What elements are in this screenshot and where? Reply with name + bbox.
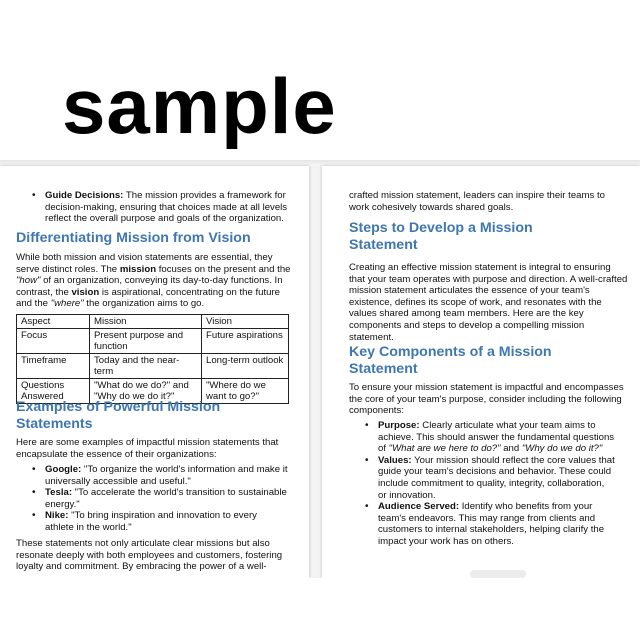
table-cell: Questions Answered <box>17 379 90 404</box>
company-quote: "To accelerate the world's transition to sustainable energy." <box>45 487 287 510</box>
section-heading-steps: Steps to Develop a Mission Statement <box>349 220 533 253</box>
table-header-cell: Aspect <box>17 315 90 329</box>
watermark-banner <box>0 0 640 162</box>
bullet-text: The mission provides a framework for decision-making, ensuring that choices made at all levels reflect the overall purpose and goals of the organization. <box>45 190 288 225</box>
examples-list <box>16 464 288 534</box>
company-name: Nike: <box>45 510 69 522</box>
section-heading-examples: Examples of Powerful Mission Statements <box>16 399 221 432</box>
list-item: • Values: Your mission should reflect the core values that guide your team's decisions and behavior. These could include commitment to quality, integrity, collaboration, or innovation. <box>349 455 615 501</box>
components-list <box>349 420 615 548</box>
component-term: Purpose: <box>378 420 420 431</box>
table-cell: Long-term outlook <box>202 354 289 379</box>
page-indicator[interactable] <box>470 570 526 578</box>
table-header-cell: Vision <box>202 315 289 329</box>
list-item <box>16 510 288 533</box>
steps-paragraph: Creating an effective mission statement is integral to ensuring that your team operates with purpose and direction. A well-crafted mission statement articulates the essence of your team's existence, defines its scope of work, and resonates with the values shared among team members. Here are the key components and steps to develop a compelling mission statement. <box>349 262 628 343</box>
key-components-intro: To ensure your mission statement is impactful and encompasses the core of your team's purpose, consider including the following components: <box>349 382 624 417</box>
table-cell: Timeframe <box>17 354 90 379</box>
section-paragraph: While both mission and vision statements are essential, they serve distinct roles. The mission focuses on the present and the "how" of an organization, conveying its day-to-day functions. In contrast, the vision is aspirational, concentrating on the future and the "where" the organization aims to go. <box>16 252 291 310</box>
list-item: • Audience Served: Identify who benefits from your team's endeavors. This may range from clients and customers to internal stakeholders, helping clarify the impact your work has on others. <box>349 501 615 547</box>
list-item <box>16 190 288 225</box>
company-name: Tesla: <box>45 487 73 499</box>
table-row <box>17 329 289 354</box>
list-item <box>16 464 288 487</box>
component-term: Audience Served: <box>378 501 460 513</box>
table-row <box>17 354 289 379</box>
table-header-row <box>17 315 289 329</box>
company-quote: "To bring inspiration and innovation to every athlete in the world." <box>45 510 257 533</box>
table-cell: Today and the near-term <box>90 354 202 379</box>
company-quote: "To organize the world's information and make it universally accessible and useful." <box>45 464 288 487</box>
examples-closing: These statements not only articulate clear missions but also resonate deeply with both employees and customers, fostering loyalty and commitment. By embracing the power of a well- <box>16 538 283 573</box>
list-item <box>16 487 288 510</box>
examples-intro: Here are some examples of impactful mission statements that encapsulate the essence of their organizations: <box>16 437 279 460</box>
component-term: Values: <box>378 454 412 466</box>
guide-decisions-list <box>16 190 288 225</box>
left-page <box>0 166 309 578</box>
table-header-cell: Mission <box>90 315 202 329</box>
table-cell: "Where do we want to go?" <box>202 379 289 404</box>
section-heading-differentiating: Differentiating Mission from Vision <box>16 230 251 246</box>
list-item: • Purpose: Clearly articulate what your team aims to achieve. This should answer the fundamental questions of "What are we here to do?" and "Why do we do it?" <box>349 420 615 455</box>
viewer-bottom-area <box>0 578 640 640</box>
watermark-text: sample <box>62 62 337 150</box>
right-page <box>322 166 640 578</box>
continuation-paragraph: crafted mission statement, leaders can inspire their teams to work cohesively towards shared goals. <box>349 190 605 213</box>
table-cell: "What do we do?" and "Why do we do it?" <box>90 379 202 404</box>
table-cell: Present purpose and function <box>90 329 202 354</box>
section-heading-key-components: Key Components of a Mission Statement <box>349 344 552 377</box>
mission-vision-table <box>16 314 289 404</box>
table-cell: Focus <box>17 329 90 354</box>
company-name: Google: <box>45 464 82 475</box>
bullet-term: Guide Decisions: <box>45 190 124 201</box>
table-cell: Future aspirations <box>202 329 289 354</box>
